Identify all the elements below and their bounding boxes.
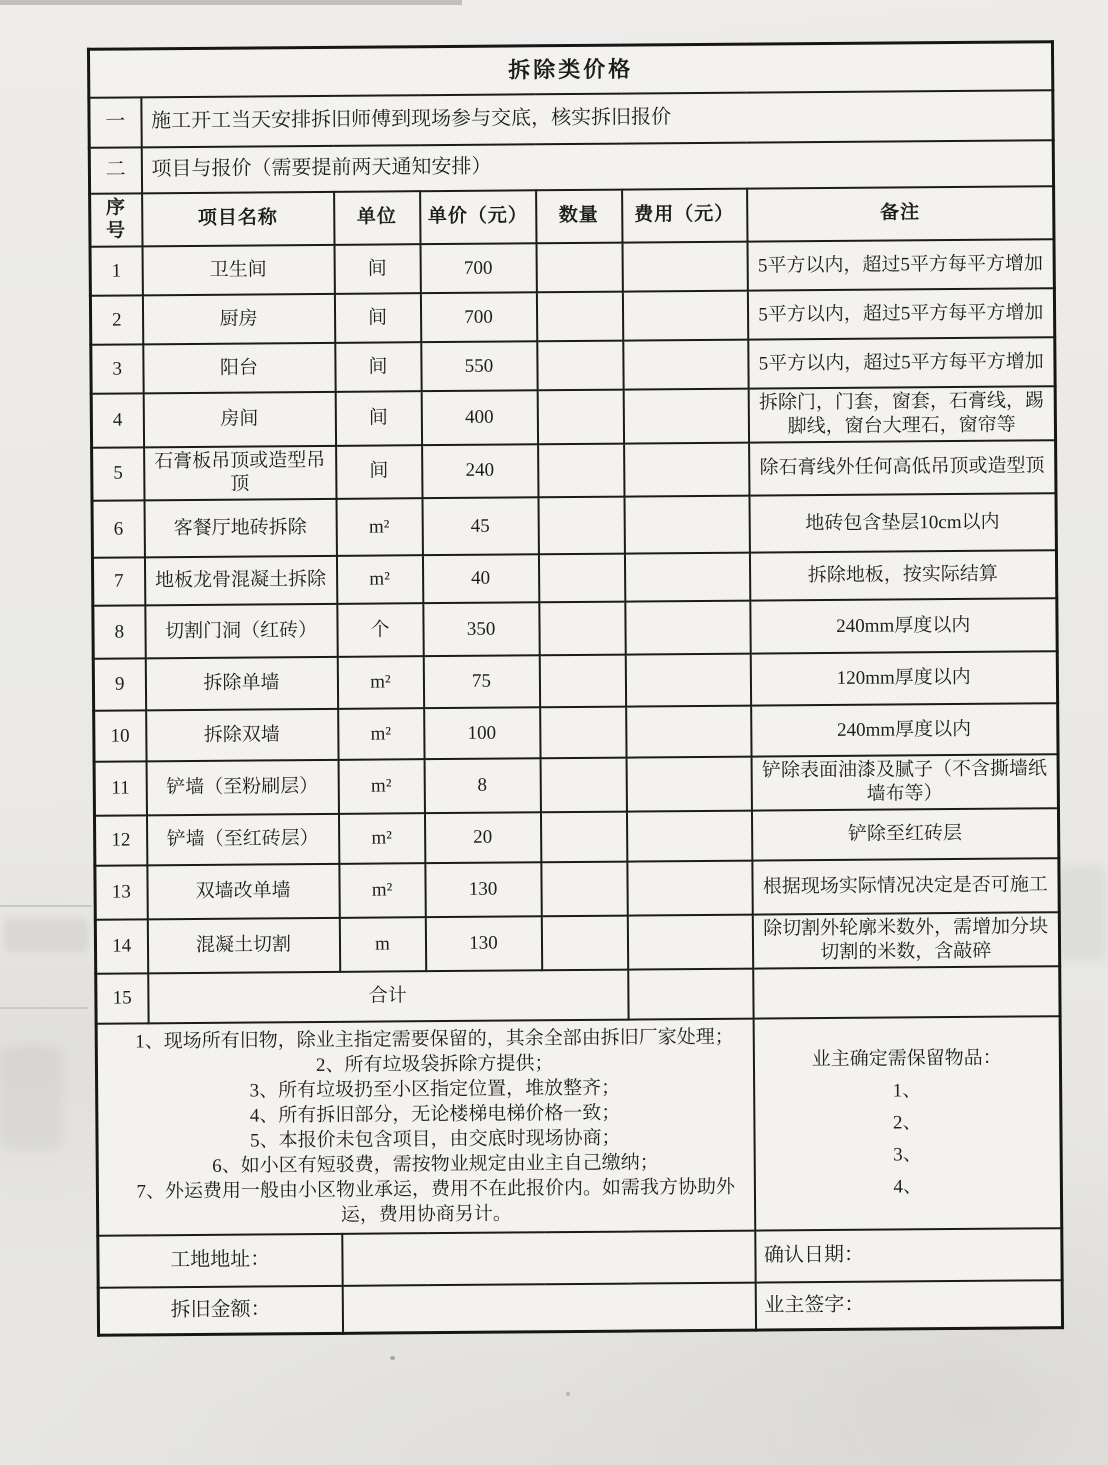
note-line: 3、所有垃圾扔至小区指定位置，堆放整齐； bbox=[249, 1077, 621, 1102]
cell-price: 8 bbox=[424, 758, 540, 812]
notes-cell bbox=[96, 1018, 755, 1235]
cell-remark: 120mm厚度以内 bbox=[750, 651, 1057, 705]
cell-cost bbox=[623, 389, 748, 443]
cell-cost bbox=[622, 242, 747, 292]
cell-unit: m² bbox=[336, 498, 422, 556]
cell-no: 13 bbox=[95, 865, 147, 919]
cell-cost bbox=[627, 914, 752, 969]
site-address-label: 工地地址： bbox=[98, 1233, 342, 1287]
document-title: 拆除类价格 bbox=[88, 42, 1052, 98]
table-row-item bbox=[95, 858, 1059, 920]
cell-remark: 铲除至红砖层 bbox=[751, 808, 1058, 860]
cell-qty bbox=[538, 443, 624, 497]
table-row-item bbox=[92, 440, 1056, 501]
cell-remark: 240mm厚度以内 bbox=[751, 703, 1058, 756]
cell-name: 房间 bbox=[143, 392, 335, 447]
cell-cost bbox=[625, 654, 750, 707]
cell-qty bbox=[539, 655, 625, 708]
cell-name: 地板龙骨混凝土拆除 bbox=[144, 556, 336, 606]
cell-price: 350 bbox=[423, 602, 539, 656]
cell-name: 铲墙（至粉刷层） bbox=[146, 760, 338, 815]
cell-unit: 个 bbox=[337, 603, 423, 657]
cell-cost bbox=[624, 442, 749, 496]
cell-name: 客餐厅地砖拆除 bbox=[144, 499, 336, 558]
cell-name: 双墙改单墙 bbox=[147, 863, 339, 919]
cell-price: 130 bbox=[425, 862, 541, 917]
cell-name: 拆除单墙 bbox=[145, 657, 337, 711]
scan-artifact-smudge bbox=[1056, 866, 1106, 960]
cell-no: 7 bbox=[92, 557, 144, 605]
confirm-date-label: 确认日期： bbox=[755, 1228, 1062, 1282]
cell-unit: m bbox=[339, 917, 425, 972]
cell-remark: 除切割外轮廓米数外，需增加分块切割的米数，含敲碎 bbox=[752, 912, 1059, 968]
note-line: 5、本报价未包含项目，由交底时现场协商； bbox=[249, 1127, 621, 1152]
cell-no: 9 bbox=[93, 658, 145, 710]
table-row-item bbox=[92, 550, 1056, 606]
cell-price: 20 bbox=[424, 812, 540, 863]
cell-unit: 间 bbox=[335, 391, 421, 445]
cell-unit: m² bbox=[336, 555, 422, 604]
cell-unit: 间 bbox=[336, 445, 422, 499]
table-row-total bbox=[96, 966, 1060, 1024]
cell-price: 130 bbox=[425, 916, 541, 971]
table-row-item bbox=[91, 337, 1055, 394]
table-row-item bbox=[94, 703, 1058, 762]
cell-cost bbox=[627, 860, 752, 915]
cell-cost bbox=[623, 340, 748, 390]
cell-no: 15 bbox=[96, 973, 148, 1023]
cell-remark bbox=[753, 966, 1060, 1018]
cell-qty bbox=[540, 758, 626, 812]
cell-unit: 间 bbox=[335, 342, 421, 392]
cell-unit: m² bbox=[338, 759, 424, 813]
table-row-title bbox=[88, 42, 1052, 98]
cell-remark: 5平方以内，超过5平方每平方增加 bbox=[748, 337, 1055, 388]
site-address-value bbox=[342, 1230, 755, 1285]
section-text: 施工开工当天安排拆旧师傅到现场参与交底，核实拆旧报价 bbox=[141, 90, 1053, 147]
cell-remark: 根据现场实际情况决定是否可施工 bbox=[752, 858, 1059, 914]
cell-name: 混凝土切割 bbox=[147, 917, 339, 973]
cell-price: 100 bbox=[424, 707, 540, 759]
cell-remark: 5平方以内，超过5平方每平方增加 bbox=[747, 239, 1054, 290]
cell-no: 3 bbox=[91, 344, 143, 393]
cell-unit: m² bbox=[338, 813, 424, 864]
cell-qty bbox=[538, 497, 624, 555]
cell-unit: m² bbox=[337, 656, 423, 709]
table-row-item bbox=[91, 386, 1055, 447]
col-header-no: 序号 bbox=[90, 193, 142, 247]
cell-cost bbox=[626, 757, 751, 811]
cell-cost bbox=[624, 496, 749, 554]
section-text: 项目与报价（需要提前两天通知安排） bbox=[141, 140, 1053, 193]
section-number: 二 bbox=[89, 147, 141, 193]
table-row-item bbox=[93, 598, 1057, 659]
cell-cost bbox=[622, 291, 747, 341]
cell-price: 75 bbox=[423, 655, 539, 708]
cell-cost bbox=[625, 601, 750, 655]
cell-price: 550 bbox=[421, 341, 537, 391]
scan-artifact-left-line bbox=[0, 905, 92, 907]
cell-price: 700 bbox=[420, 292, 536, 342]
cell-price: 240 bbox=[422, 444, 538, 498]
scan-artifact-speck bbox=[566, 1392, 570, 1396]
note-line: 6、如小区有短驳费，需按物业规定由业主自己缴纳； bbox=[212, 1151, 659, 1177]
cell-qty bbox=[541, 915, 627, 970]
col-header-unit: 单位 bbox=[334, 191, 420, 245]
cell-name: 阳台 bbox=[143, 343, 335, 394]
cell-remark: 铲除表面油漆及腻子（不含撕墙纸墙布等） bbox=[751, 754, 1058, 810]
cell-no: 8 bbox=[93, 605, 145, 658]
cell-qty bbox=[541, 861, 627, 916]
cell-qty bbox=[538, 554, 624, 603]
cell-qty bbox=[537, 341, 623, 391]
cell-unit: 间 bbox=[334, 244, 420, 294]
cell-remark: 240mm厚度以内 bbox=[750, 598, 1057, 653]
cell-qty bbox=[540, 811, 626, 862]
table-row-section-1 bbox=[89, 90, 1053, 148]
cell-qty bbox=[539, 602, 625, 656]
cell-name: 切割门洞（红砖） bbox=[145, 604, 337, 659]
cell-qty bbox=[536, 243, 622, 293]
col-header-remark: 备注 bbox=[747, 186, 1054, 242]
table-row-item bbox=[92, 493, 1056, 558]
keep-item-line: 3、 bbox=[893, 1143, 922, 1166]
table-row-section-2 bbox=[89, 140, 1053, 194]
cell-remark: 5平方以内，超过5平方每平方增加 bbox=[747, 288, 1054, 339]
note-line: 4、所有拆旧部分，无论楼梯电梯价格一致； bbox=[249, 1102, 621, 1127]
cell-no: 10 bbox=[94, 710, 146, 761]
cell-name: 卫生间 bbox=[142, 245, 334, 296]
cell-remark: 地砖包含垫层10cm以内 bbox=[749, 493, 1056, 552]
total-label: 合计 bbox=[148, 969, 628, 1023]
cell-price: 40 bbox=[422, 554, 538, 603]
keep-items-title: 业主确定需保留物品： bbox=[811, 1047, 1002, 1070]
cell-no: 14 bbox=[95, 919, 147, 973]
cell-name: 拆除双墙 bbox=[146, 709, 338, 762]
scan-artifact-top-edge bbox=[0, 0, 462, 5]
keep-items-cell bbox=[753, 1016, 1062, 1230]
table-row-item bbox=[94, 808, 1058, 866]
note-line: 1、现场所有旧物，除业主指定需要保留的，其余全部由拆旧厂家处理； bbox=[135, 1026, 734, 1052]
cell-no: 2 bbox=[90, 295, 142, 344]
cell-no: 11 bbox=[94, 761, 146, 815]
note-line: 7、外运费用一般由小区物业承运，费用不在此报价内。如需我方协助外运，费用协商另计。 bbox=[136, 1176, 736, 1226]
cell-qty bbox=[540, 707, 626, 759]
cell-name: 厨房 bbox=[142, 294, 334, 345]
cell-no: 12 bbox=[94, 815, 146, 865]
cell-no: 4 bbox=[91, 393, 143, 447]
table-row-site-address bbox=[98, 1228, 1062, 1288]
section-number: 一 bbox=[89, 97, 141, 147]
cell-unit: 间 bbox=[334, 293, 420, 343]
cell-cost bbox=[624, 553, 749, 602]
table-row-item bbox=[93, 651, 1057, 711]
keep-item-line: 4、 bbox=[893, 1175, 923, 1198]
cell-no: 5 bbox=[92, 447, 144, 501]
col-header-qty: 数量 bbox=[536, 189, 622, 243]
keep-item-line: 1、 bbox=[892, 1079, 922, 1102]
cell-name: 铲墙（至红砖层） bbox=[146, 813, 338, 865]
table-row-item bbox=[90, 288, 1054, 345]
cell-remark: 除石膏线外任何高低吊顶或造型顶 bbox=[749, 440, 1056, 496]
cell-no: 6 bbox=[92, 500, 144, 557]
cell-price: 400 bbox=[421, 390, 537, 444]
cell-cost bbox=[628, 968, 753, 1019]
scan-artifact-smudge bbox=[4, 918, 88, 952]
cell-name: 石膏板吊顶或造型吊顶 bbox=[144, 445, 336, 500]
amount-label: 拆旧金额： bbox=[98, 1285, 342, 1335]
cell-cost bbox=[626, 810, 751, 861]
scan-artifact-speck bbox=[390, 1356, 395, 1360]
cell-qty bbox=[537, 390, 623, 444]
table-row-item bbox=[94, 754, 1058, 815]
cell-price: 700 bbox=[420, 243, 536, 293]
col-header-price: 单价（元） bbox=[420, 190, 536, 244]
cell-remark: 拆除门，门套，窗套，石膏线，踢脚线，窗台大理石，窗帘等 bbox=[748, 386, 1055, 442]
keep-item-line: 2、 bbox=[892, 1111, 922, 1134]
table-header-row bbox=[90, 186, 1054, 247]
cell-unit: m² bbox=[338, 708, 424, 760]
col-header-name: 项目名称 bbox=[142, 191, 334, 246]
owner-signature-label: 业主签字： bbox=[755, 1280, 1062, 1330]
cell-remark: 拆除地板，按实际结算 bbox=[749, 550, 1056, 600]
table-row-notes bbox=[96, 1016, 1062, 1236]
cell-qty bbox=[536, 292, 622, 342]
price-table bbox=[87, 40, 1064, 1337]
scan-artifact-left-line bbox=[0, 1007, 88, 1009]
col-header-cost: 费用（元） bbox=[622, 188, 747, 242]
amount-value bbox=[342, 1282, 755, 1333]
table-row-amount bbox=[98, 1280, 1062, 1336]
cell-cost bbox=[626, 706, 751, 758]
cell-price: 45 bbox=[422, 497, 538, 555]
cell-no: 1 bbox=[90, 246, 142, 295]
table-row-item bbox=[90, 239, 1054, 296]
cell-unit: m² bbox=[339, 863, 425, 918]
demolition-price-table bbox=[87, 40, 1061, 1337]
table-row-item bbox=[95, 912, 1059, 974]
scan-artifact-smudge bbox=[0, 1046, 62, 1150]
note-line: 2、所有垃圾袋拆除方提供； bbox=[315, 1052, 554, 1076]
